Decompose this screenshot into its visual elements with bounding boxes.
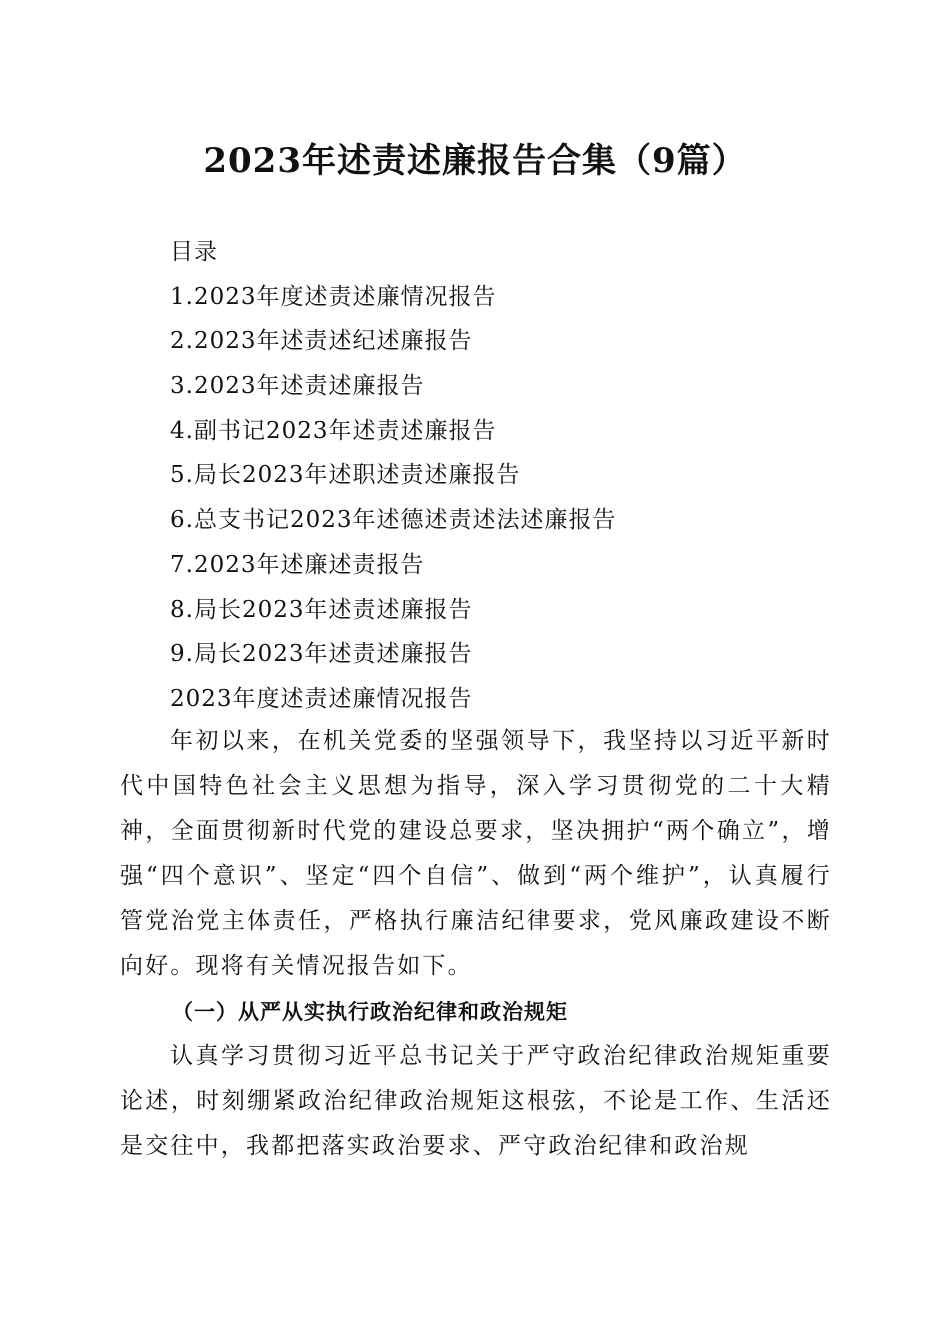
toc-item: 2.2023年述责述纪述廉报告 bbox=[170, 328, 473, 355]
toc-item: 1.2023年度述责述廉情况报告 bbox=[170, 283, 497, 310]
paragraph: 认真学习贯彻习近平总书记关于严守政治纪律政治规矩重要论述，时刻绷紧政治纪律政治规矩这根弦，不论是工作、生活还是交往中，我都把落实政治要求、严守政治纪律和政治规 bbox=[120, 1043, 832, 1159]
toc-item: 3.2023年述责述廉报告 bbox=[170, 373, 425, 400]
toc-item: 9.局长2023年述责述廉报告 bbox=[170, 641, 473, 668]
toc-item: 8.局长2023年述责述廉报告 bbox=[170, 596, 473, 623]
paragraph: 年初以来，在机关党委的坚强领导下，我坚持以习近平新时代中国特色社会主义思想为指导，深入学习贯彻党的二十大精神，全面贯彻新时代党的建设总要求，坚决拥护“两个确立”，增强“四个意识”、坚定“四个自信”、做到“两个维护”，认真履行管党治党主体责任，严格执行廉洁纪律要求，党风廉政建设不断向好。现将有关情况报告如下。 bbox=[120, 728, 832, 979]
section-title: 2023年度述责述廉情况报告 bbox=[170, 685, 473, 712]
toc-item: 4.副书记2023年述责述廉报告 bbox=[170, 417, 497, 444]
subheading: （一）从严从实执行政治纪律和政治规矩 bbox=[172, 999, 568, 1024]
toc-item: 6.总支书记2023年述德述责述法述廉报告 bbox=[170, 507, 617, 534]
toc-list bbox=[170, 275, 870, 677]
table-of-contents bbox=[170, 230, 870, 722]
toc-item: 5.局长2023年述职述责述廉报告 bbox=[170, 462, 521, 489]
document-title: 2023年述责述廉报告合集（9篇） bbox=[203, 141, 747, 181]
toc-heading: 目录 bbox=[170, 239, 218, 265]
toc-item: 7.2023年述廉述责报告 bbox=[170, 551, 425, 578]
body-text bbox=[120, 719, 832, 1169]
